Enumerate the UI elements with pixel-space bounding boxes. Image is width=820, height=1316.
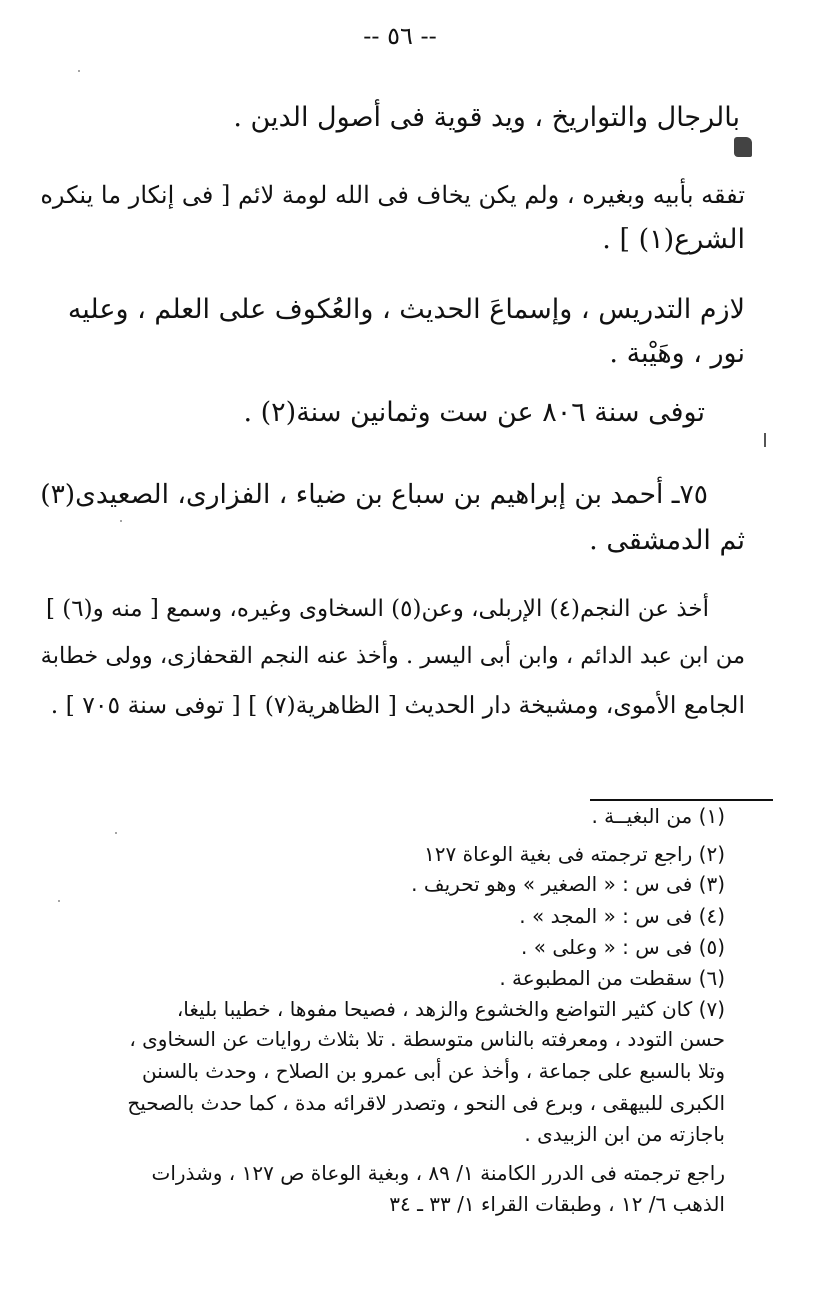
footnote-continuation: حسن التودد ، ومعرفته بالناس متوسطة . تلا بثلاث روايات عن السخاوى ، (129, 1027, 725, 1051)
footnote-reference: راجع ترجمته فى الدرر الكامنة ١/ ٨٩ ، وبغية الوعاة ص ١٢٧ ، وشذرات (151, 1161, 725, 1185)
speck (120, 520, 122, 522)
footnote-reference: الذهب ٦/ ١٢ ، وطبقات القراء ١/ ٣٣ ـ ٣٤ (389, 1192, 725, 1216)
footnote: (٦) سقطت من المطبوعة . (499, 966, 725, 990)
text-line: تفقه بأبيه وبغيره ، ولم يكن يخاف فى الله لومة لائم [ فى إنكار ما ينكره (40, 181, 745, 209)
footnote: (٧) كان كثير التواضع والخشوع والزهد ، فصيحا مفوها ، خطيبا بليغا، (176, 997, 725, 1021)
text-line: أخذ عن النجم(٤) الإربلى، وعن(٥) السخاوى وغيره، وسمع [ منه و(٦) ] (45, 596, 709, 622)
margin-mark (764, 433, 766, 447)
footnote: (٣) فى س : « الصغير » وهو تحريف . (411, 872, 725, 896)
text-line: نور ، وهَيْبة . (609, 338, 745, 369)
text-line: بالرجال والتواريخ ، ويد قوية فى أصول الدين . (233, 102, 740, 133)
text-line: لازم التدريس ، وإسماعَ الحديث ، والعُكوف على العلم ، وعليه (67, 294, 745, 325)
page-number: -- ٥٦ -- (363, 22, 437, 50)
text-line: ثم الدمشقى . (589, 525, 745, 556)
entry-heading: ٧٥ـ أحمد بن إبراهيم بن سباع بن ضياء ، الفزارى، الصعيدى(٣) (40, 479, 708, 510)
speck (78, 70, 80, 72)
footnote: (٢) راجع ترجمته فى بغية الوعاة ١٢٧ (424, 842, 725, 866)
text-line: الجامع الأموى، ومشيخة دار الحديث [ الظاهرية(٧) ] [ توفى سنة ٧٠٥ ] . (50, 691, 745, 719)
speck (58, 900, 60, 902)
footnote-continuation: باجازته من ابن الزبيدى . (524, 1122, 725, 1146)
footnote: (١) من البغيــة . (591, 804, 725, 828)
text-line: من ابن عبد الدائم ، وابن أبى اليسر . وأخذ عنه النجم القحفازى، وولى خطابة (40, 643, 745, 669)
footnote: (٤) فى س : « المجد » . (519, 904, 725, 928)
ink-blot-mark (734, 137, 752, 157)
text-line: الشرع(١) ] . (602, 224, 745, 255)
footnote-continuation: الكبرى للبيهقى ، وبرع فى النحو ، وتصدر لاقرائه مدة ، كما حدث بالصحيح (127, 1091, 725, 1115)
footnote: (٥) فى س : « وعلى » . (521, 935, 725, 959)
text-line: توفى سنة ٨٠٦ عن ست وثمانين سنة(٢) . (243, 397, 705, 428)
footnote-continuation: وتلا بالسبع على جماعة ، وأخذ عن أبى عمرو بن الصلاح ، وحدث بالسنن (142, 1059, 725, 1083)
footnote-separator (590, 799, 773, 801)
speck (115, 832, 117, 834)
